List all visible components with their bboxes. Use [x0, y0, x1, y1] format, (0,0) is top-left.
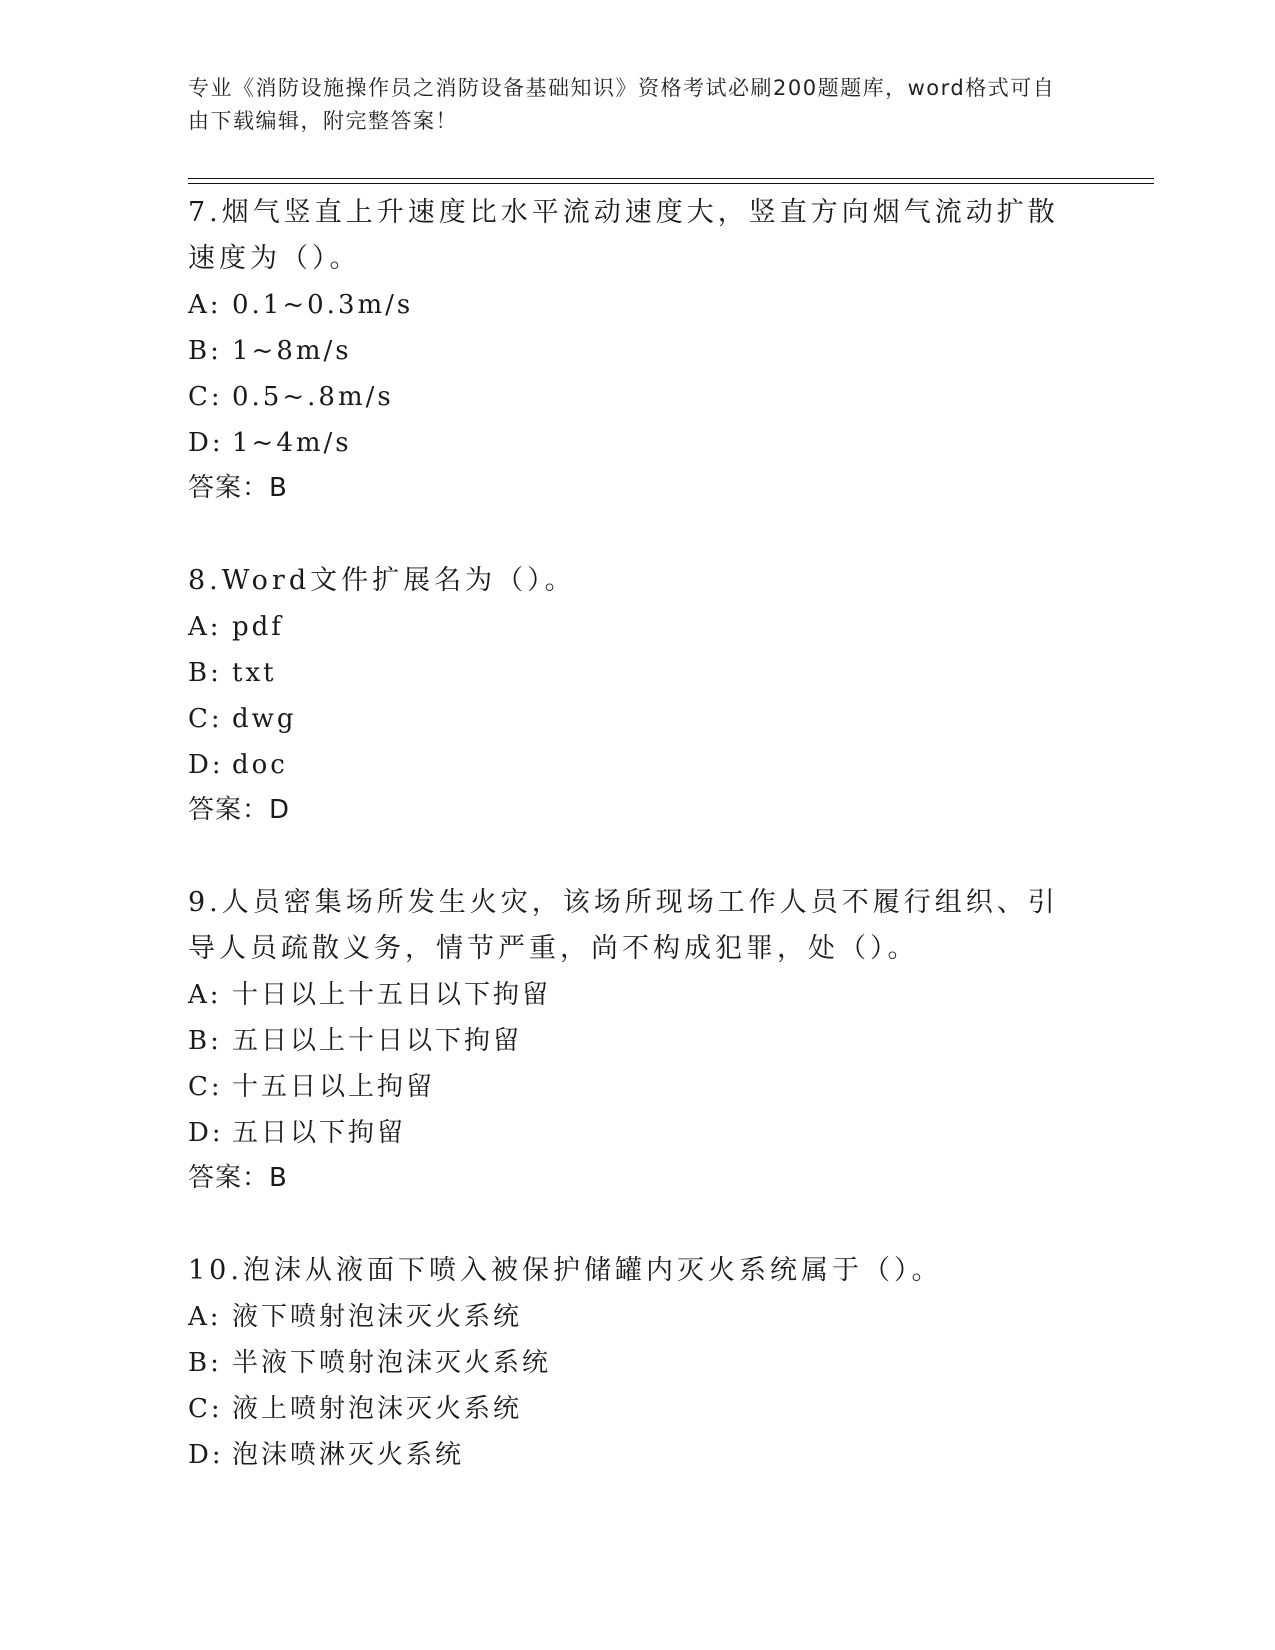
option-letter: D: — [188, 1118, 224, 1148]
option-letter: C: — [188, 1394, 223, 1424]
option-letter: A: — [188, 290, 222, 320]
option-letter: B: — [188, 1348, 222, 1378]
option-d — [188, 1110, 1088, 1156]
option-a — [188, 604, 1088, 650]
option-letter: D: — [188, 1440, 224, 1470]
option-letter: C: — [188, 704, 223, 734]
question-stem: 8.Word文件扩展名为（）。 — [188, 565, 576, 596]
option-a — [188, 1294, 1088, 1340]
option-letter: B: — [188, 336, 222, 366]
question-gap — [188, 510, 1088, 558]
option-text: 十五日以上拘留 — [232, 1072, 436, 1102]
option-text: 半液下喷射泡沫灭火系统 — [232, 1348, 552, 1378]
option-letter: D: — [188, 428, 224, 458]
option-letter: D: — [188, 750, 224, 780]
answer-line: 答案：B — [188, 1163, 288, 1193]
answer-line: 答案：D — [188, 795, 291, 825]
option-letter: A: — [188, 612, 222, 642]
option-b — [188, 1018, 1088, 1064]
option-b — [188, 328, 1088, 374]
option-text: 五日以上十日以下拘留 — [232, 1026, 523, 1056]
option-b — [188, 1340, 1088, 1386]
option-letter: A: — [188, 980, 222, 1010]
document-header: 专业《消防设施操作员之消防设备基础知识》资格考试必刷200题题库，word格式可自由下载编辑，附完整答案！ — [188, 76, 1056, 133]
option-letter: C: — [188, 1072, 223, 1102]
question-list — [188, 190, 1088, 1478]
option-text: 0.1~0.3m/s — [232, 290, 414, 320]
option-text: 液上喷射泡沫灭火系统 — [232, 1394, 523, 1424]
header-divider-bottom — [188, 183, 1154, 184]
option-b — [188, 650, 1088, 696]
question-10 — [188, 1248, 1088, 1478]
option-text: 液下喷射泡沫灭火系统 — [232, 1302, 523, 1332]
option-text: 五日以下拘留 — [232, 1118, 407, 1148]
option-d — [188, 1432, 1088, 1478]
header-divider-top — [188, 178, 1154, 179]
option-a — [188, 282, 1088, 328]
question-8 — [188, 558, 1088, 832]
question-gap — [188, 1200, 1088, 1248]
option-d — [188, 420, 1088, 466]
question-stem: 10.泡沫从液面下喷入被保护储罐内灭火系统属于（）。 — [188, 1255, 943, 1286]
question-stem: 7.烟气竖直上升速度比水平流动速度大，竖直方向烟气流动扩散速度为（）。 — [188, 197, 1059, 274]
option-text: 1~4m/s — [232, 428, 352, 458]
question-stem: 9.人员密集场所发生火灾，该场所现场工作人员不履行组织、引导人员疏散义务，情节严重，尚不构成犯罪，处（）。 — [188, 887, 1059, 964]
option-letter: A: — [188, 1302, 222, 1332]
option-text: txt — [232, 658, 277, 688]
option-text: 1~8m/s — [232, 336, 352, 366]
question-7 — [188, 190, 1088, 510]
option-letter: B: — [188, 658, 222, 688]
option-d — [188, 742, 1088, 788]
option-c — [188, 1386, 1088, 1432]
option-text: pdf — [232, 612, 284, 642]
option-letter: B: — [188, 1026, 222, 1056]
question-9 — [188, 880, 1088, 1200]
option-text: 泡沫喷淋灭火系统 — [232, 1440, 465, 1470]
question-gap — [188, 832, 1088, 880]
option-text: 十日以上十五日以下拘留 — [232, 980, 552, 1010]
option-c — [188, 1064, 1088, 1110]
answer-line: 答案：B — [188, 473, 288, 503]
option-c — [188, 696, 1088, 742]
option-a — [188, 972, 1088, 1018]
option-text: doc — [232, 750, 288, 780]
option-text: dwg — [232, 704, 297, 734]
option-text: 0.5~.8m/s — [232, 382, 394, 412]
option-letter: C: — [188, 382, 223, 412]
option-c — [188, 374, 1088, 420]
